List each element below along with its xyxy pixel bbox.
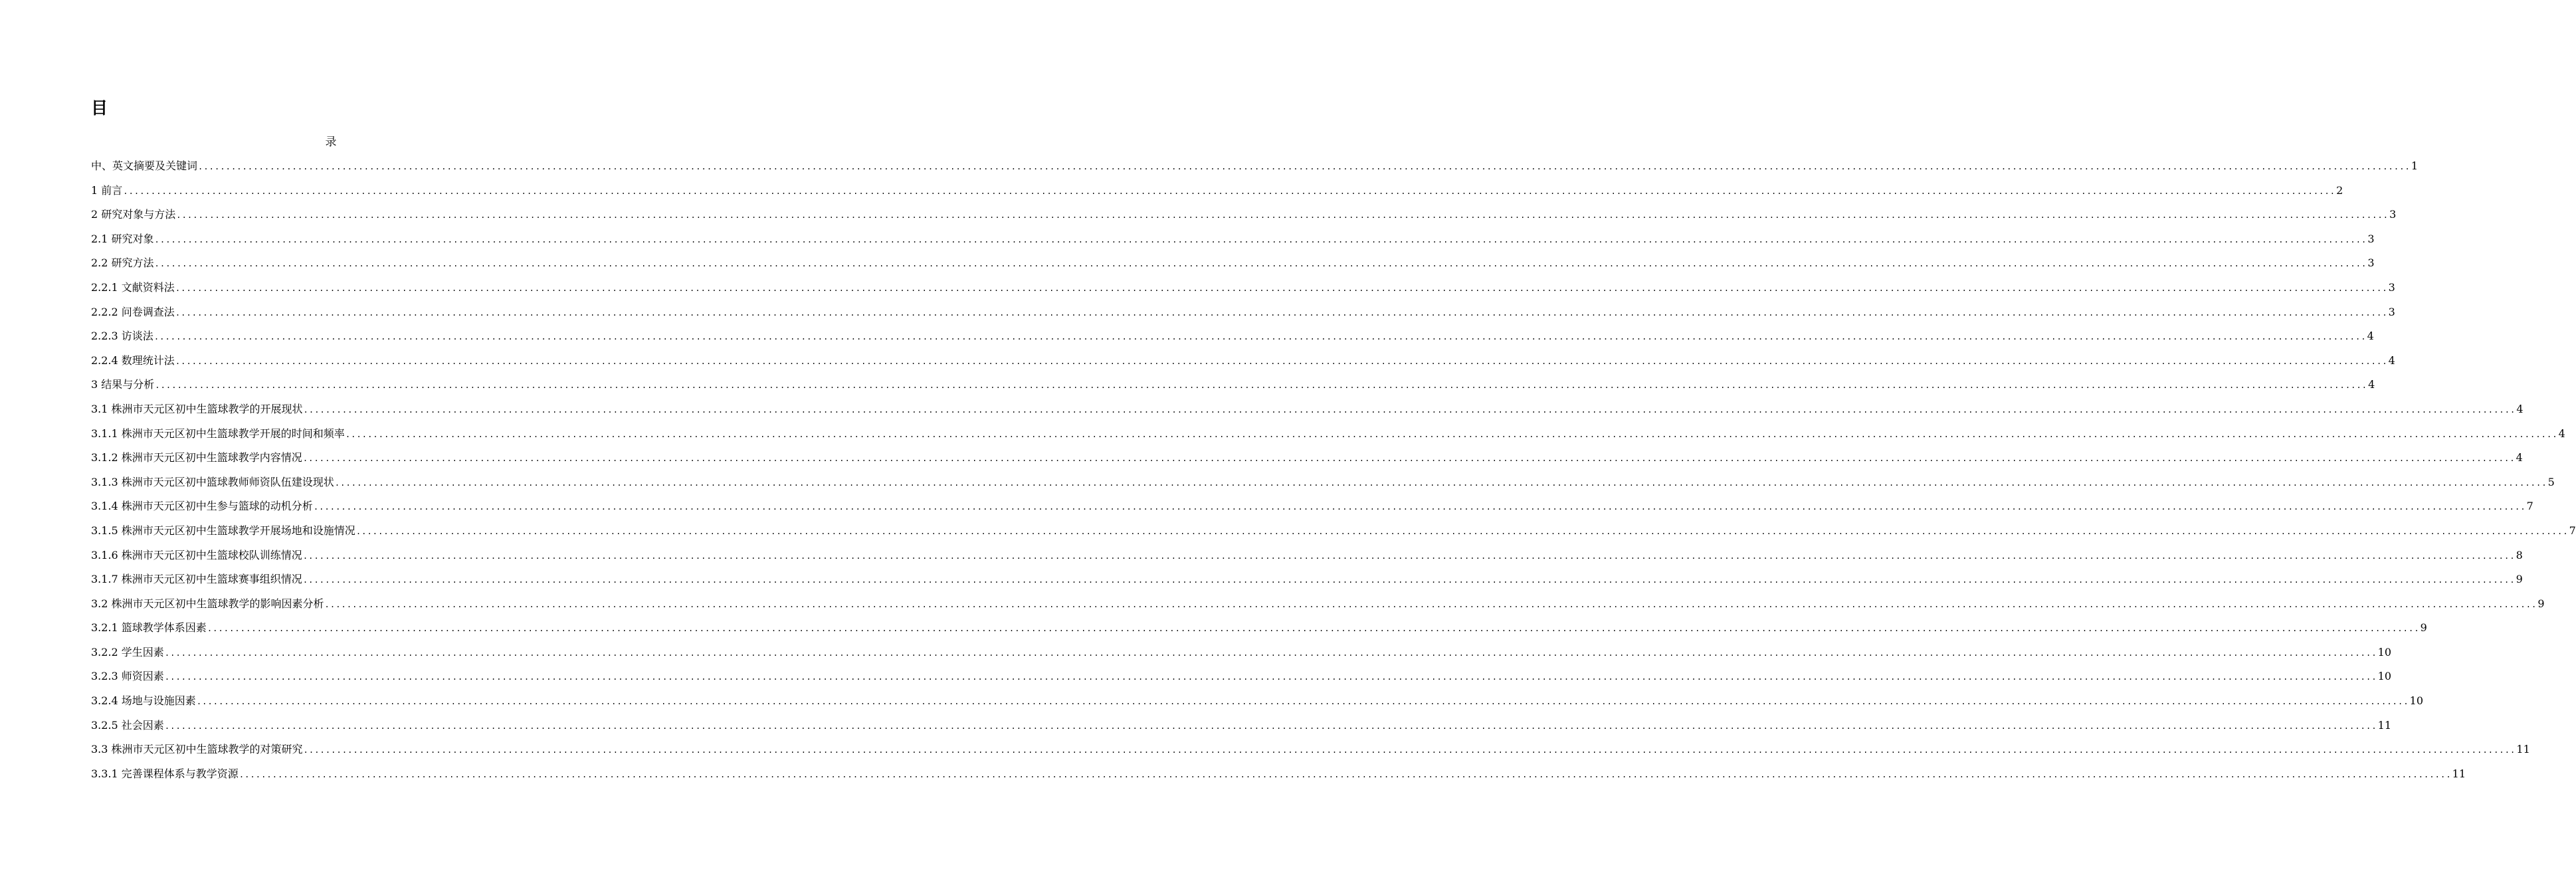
toc-entry-label: 3 结果与分析 [91, 378, 155, 391]
toc-dot-leader: ................................................................................................................................................................................................................................................................................................................................................................................................................ [153, 332, 2367, 342]
toc-dot-leader: ................................................................................................................................................................................................................................................................................................................................................................................................................ [198, 162, 2411, 171]
toc-entry-page-number: 4 [2558, 427, 2565, 440]
toc-dot-leader: ................................................................................................................................................................................................................................................................................................................................................................................................................ [355, 526, 2569, 536]
toc-heading-part-2: 录 [325, 136, 337, 149]
toc-entry[interactable] [91, 304, 2395, 328]
toc-entry-label: 1 前言 [91, 183, 123, 197]
toc-entry[interactable] [91, 765, 2466, 790]
toc-entry[interactable] [91, 668, 2392, 692]
toc-entry[interactable] [91, 425, 2565, 450]
toc-dot-leader: ................................................................................................................................................................................................................................................................................................................................................................................................................ [302, 551, 2516, 561]
toc-dot-leader: ................................................................................................................................................................................................................................................................................................................................................................................................................ [303, 405, 2516, 415]
toc-dot-leader: ................................................................................................................................................................................................................................................................................................................................................................................................................ [175, 356, 2388, 366]
toc-entry-label: 2.2.4 数理统计法 [91, 353, 175, 367]
toc-entry-label: 3.3 株洲市天元区初中生篮球教学的对策研究 [91, 743, 303, 756]
toc-entry-page-number: 4 [2388, 353, 2395, 367]
toc-dot-leader: ................................................................................................................................................................................................................................................................................................................................................................................................................ [303, 745, 2516, 755]
toc-entry-label: 3.1.6 株洲市天元区初中生篮球校队训练情况 [91, 548, 302, 561]
toc-dot-leader: ................................................................................................................................................................................................................................................................................................................................................................................................................ [334, 478, 2547, 488]
toc-entry-page-number: 3 [2388, 280, 2395, 294]
toc-entry-page-number: 4 [2367, 330, 2374, 343]
toc-entry[interactable] [91, 401, 2524, 425]
toc-dot-leader: ................................................................................................................................................................................................................................................................................................................................................................................................................ [176, 211, 2389, 221]
toc-entry-label: 3.1.4 株洲市天元区初中生参与篮球的动机分析 [91, 500, 313, 513]
toc-entry[interactable] [91, 571, 2523, 595]
toc-dot-leader: ................................................................................................................................................................................................................................................................................................................................................................................................................ [324, 599, 2537, 609]
toc-entry[interactable] [91, 279, 2395, 304]
toc-entry-page-number: 10 [2409, 694, 2424, 708]
toc-dot-leader: ................................................................................................................................................................................................................................................................................................................................................................................................................ [196, 697, 2409, 707]
toc-entry[interactable] [91, 352, 2395, 377]
toc-dot-leader: ................................................................................................................................................................................................................................................................................................................................................................................................................ [239, 769, 2452, 779]
toc-entry[interactable] [91, 157, 2419, 182]
toc-entry-page-number: 10 [2377, 645, 2392, 658]
toc-entry-page-number: 7 [2569, 524, 2576, 537]
toc-dot-leader: ................................................................................................................................................................................................................................................................................................................................................................................................................ [123, 186, 2336, 196]
toc-entry-page-number: 11 [2377, 718, 2392, 732]
toc-entry-page-number: 11 [2516, 743, 2530, 756]
toc-entry-label: 2.2.3 访谈法 [91, 330, 153, 343]
toc-dot-leader: ................................................................................................................................................................................................................................................................................................................................................................................................................ [175, 308, 2388, 318]
toc-dot-leader: ................................................................................................................................................................................................................................................................................................................................................................................................................ [345, 429, 2558, 439]
toc-entry-page-number: 9 [2537, 597, 2545, 610]
toc-entry[interactable] [91, 474, 2555, 498]
toc-entry-page-number: 8 [2516, 548, 2523, 561]
toc-entry-label: 3.3.1 完善课程体系与教学资源 [91, 767, 239, 780]
toc-entry-label: 3.2.1 篮球教学体系因素 [91, 621, 207, 635]
toc-entry[interactable] [91, 231, 2375, 255]
toc-entry-label: 3.1.1 株洲市天元区初中生篮球教学开展的时间和频率 [91, 427, 345, 440]
toc-dot-leader: ................................................................................................................................................................................................................................................................................................................................................................................................................ [175, 283, 2388, 293]
toc-entry-page-number: 4 [2368, 378, 2375, 391]
toc-dot-leader: ................................................................................................................................................................................................................................................................................................................................................................................................................ [155, 381, 2368, 391]
toc-entry-label: 3.1.7 株洲市天元区初中生篮球赛事组织情况 [91, 573, 302, 586]
toc-entry[interactable] [91, 717, 2392, 742]
toc-entry[interactable] [91, 498, 2533, 522]
toc-entry-label: 2.2.1 文献资料法 [91, 280, 175, 294]
toc-entry-page-number: 4 [2516, 451, 2523, 464]
toc-entry-page-number: 3 [2367, 232, 2375, 245]
toc-entry-page-number: 9 [2420, 621, 2427, 635]
toc-entry[interactable] [91, 254, 2375, 279]
toc-entry-label: 2 研究对象与方法 [91, 208, 176, 221]
toc-entry-label: 3.2.3 师资因素 [91, 670, 164, 683]
toc-entry-page-number: 7 [2526, 500, 2533, 513]
toc-entry-label: 2.2.2 问卷调查法 [91, 305, 175, 318]
toc-dot-leader: ................................................................................................................................................................................................................................................................................................................................................................................................................ [154, 235, 2367, 245]
toc-entry-label: 2.1 研究对象 [91, 232, 154, 245]
toc-entry[interactable] [91, 376, 2375, 401]
toc-dot-leader: ................................................................................................................................................................................................................................................................................................................................................................................................................ [164, 648, 2377, 658]
toc-entry-page-number: 4 [2516, 402, 2524, 415]
toc-dot-leader: ................................................................................................................................................................................................................................................................................................................................................................................................................ [313, 502, 2526, 512]
toc-dot-leader: ................................................................................................................................................................................................................................................................................................................................................................................................................ [302, 575, 2516, 585]
toc-entry-label: 3.2.4 场地与设施因素 [91, 694, 196, 708]
toc-heading-part-1: 目 [91, 98, 108, 118]
toc-entry[interactable] [91, 692, 2424, 717]
toc-entry-page-number: 11 [2452, 767, 2466, 780]
toc-entry-label: 3.2.5 社会因素 [91, 718, 164, 732]
toc-entry-label: 3.1.5 株洲市天元区初中生篮球教学开展场地和设施情况 [91, 524, 355, 537]
toc-entry[interactable] [91, 741, 2530, 765]
toc-entry[interactable] [91, 547, 2523, 571]
toc-entry-page-number: 9 [2516, 573, 2523, 586]
toc-dot-leader: ................................................................................................................................................................................................................................................................................................................................................................................................................ [164, 721, 2377, 731]
toc-entry-page-number: 2 [2336, 183, 2343, 197]
toc-entry[interactable] [91, 595, 2545, 620]
toc-entry-label: 中、英文摘要及关键词 [91, 159, 198, 172]
toc-entry[interactable] [91, 182, 2343, 207]
toc-entry-page-number: 10 [2377, 670, 2392, 683]
toc-entry-page-number: 1 [2411, 159, 2419, 172]
toc-entry-label: 3.1 株洲市天元区初中生篮球教学的开展现状 [91, 402, 303, 415]
toc-entry-page-number: 5 [2547, 475, 2555, 488]
toc-dot-leader: ................................................................................................................................................................................................................................................................................................................................................................................................................ [207, 624, 2420, 634]
toc-entry-label: 3.2 株洲市天元区初中生篮球教学的影响因素分析 [91, 597, 324, 610]
toc-entry-label: 3.1.2 株洲市天元区初中生篮球教学内容情况 [91, 451, 302, 464]
toc-entry[interactable] [91, 206, 2397, 231]
toc-entry[interactable] [91, 619, 2427, 644]
toc-entry-label: 2.2 研究方法 [91, 256, 154, 270]
toc-dot-leader: ................................................................................................................................................................................................................................................................................................................................................................................................................ [164, 672, 2377, 682]
toc-dot-leader: ................................................................................................................................................................................................................................................................................................................................................................................................................ [302, 454, 2516, 464]
toc-dot-leader: ................................................................................................................................................................................................................................................................................................................................................................................................................ [154, 259, 2367, 269]
toc-entry-page-number: 3 [2367, 256, 2375, 270]
toc-entry[interactable] [91, 644, 2392, 668]
toc-entry-page-number: 3 [2389, 208, 2397, 221]
toc-entry-page-number: 3 [2388, 305, 2395, 318]
toc-entry[interactable] [91, 449, 2523, 474]
toc-entry[interactable] [91, 522, 2576, 547]
toc-entry-label: 3.2.2 学生因素 [91, 645, 164, 658]
table-of-contents [91, 157, 2576, 789]
toc-entry-label: 3.1.3 株洲市天元区初中篮球教师师资队伍建设现状 [91, 475, 334, 488]
toc-entry[interactable] [91, 328, 2374, 352]
